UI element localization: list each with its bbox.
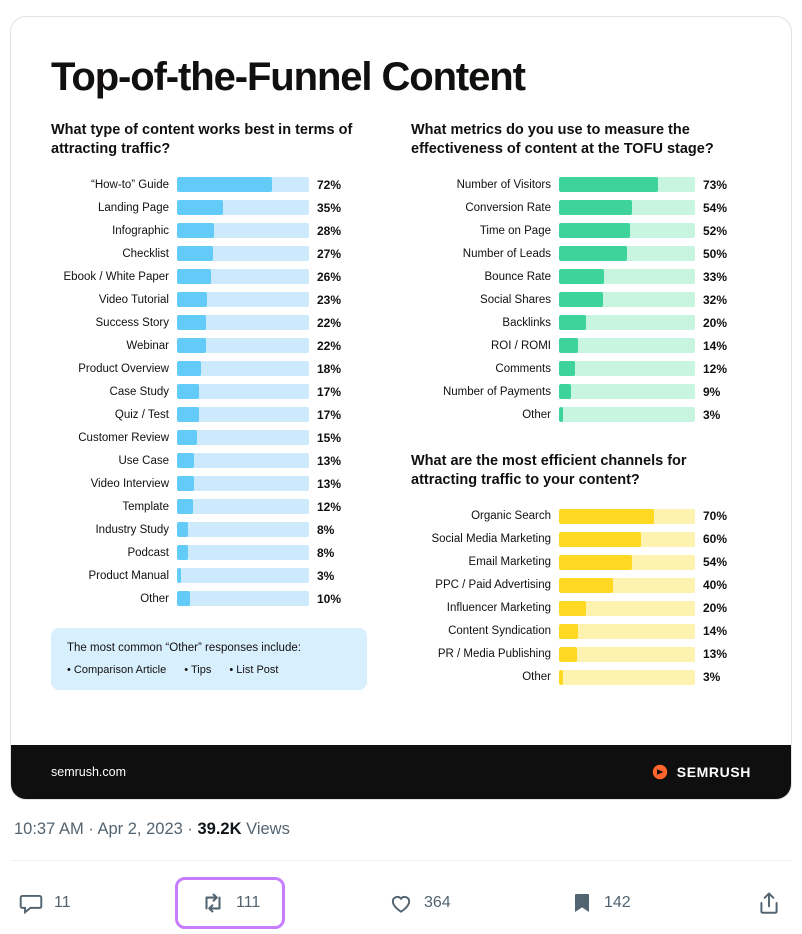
chart-row-value: 17% <box>317 384 342 399</box>
chart-row-value: 9% <box>703 384 721 399</box>
chart-bar-fill <box>559 338 578 353</box>
chart-row <box>411 288 751 311</box>
chart-row-label: Other <box>522 408 551 421</box>
chart-bar-fill <box>559 200 632 215</box>
chart-row-value: 54% <box>703 555 728 569</box>
chart-row <box>411 666 751 689</box>
note-item: • Comparison Article <box>67 664 166 676</box>
chart-bar-track <box>177 384 309 399</box>
chart-row-value: 35% <box>317 200 342 215</box>
chart-row-value: 27% <box>317 246 342 261</box>
note-items <box>67 664 351 676</box>
chart-row-label: Bounce Rate <box>484 270 551 283</box>
heart-icon <box>388 890 414 916</box>
chart-bar-fill <box>559 532 641 547</box>
chart-bar-track <box>559 223 695 238</box>
chart-row <box>411 403 751 426</box>
chart-row <box>411 265 751 288</box>
left-column <box>51 121 381 690</box>
chart-bar-fill <box>177 338 206 353</box>
chart-row-value: 20% <box>703 601 728 615</box>
chart-row <box>411 311 751 334</box>
chart-row-label: Industry Study <box>95 523 169 536</box>
chart-row-label: Quiz / Test <box>114 408 169 421</box>
footer-site-label: semrush.com <box>51 765 127 779</box>
chart-bar-track <box>177 223 309 238</box>
chart-bar-track <box>177 246 309 261</box>
chart-row-value: 14% <box>703 624 728 638</box>
chart-bar-fill <box>177 246 213 261</box>
chart-bar-track <box>559 200 695 215</box>
chart-3-title: What are the most efficient channels for attracting traffic to your content? <box>411 453 687 489</box>
chart-row-value: 13% <box>317 453 342 468</box>
meta-separator-1: · <box>88 820 94 838</box>
chart-row <box>51 403 381 426</box>
semrush-logo-icon <box>652 764 668 780</box>
chart-row-label: “How-to” Guide <box>91 178 169 191</box>
chart-row-label: Organic Search <box>471 510 551 522</box>
chart-2-bars <box>411 173 751 426</box>
chart-row-label: Product Manual <box>88 569 169 582</box>
chart-bar-fill <box>559 246 627 261</box>
chart-row-value: 73% <box>703 177 728 192</box>
chart-row <box>411 620 751 643</box>
chart-bar-fill <box>177 522 188 537</box>
chart-bar-track <box>177 177 309 192</box>
chart-row-value: 72% <box>317 177 342 192</box>
chart-row-value: 52% <box>703 223 728 238</box>
divider <box>10 860 792 861</box>
chart-bar-track <box>559 407 695 422</box>
chart-bar-fill <box>177 292 207 307</box>
chart-bar-fill <box>177 269 211 284</box>
chart-row <box>51 219 381 242</box>
chart-row <box>411 505 751 528</box>
chart-row <box>411 173 751 196</box>
chart-row-label: Success Story <box>95 316 169 329</box>
chart-row-value: 33% <box>703 269 728 284</box>
chart-bar-track <box>559 624 695 639</box>
chart-bar-track <box>559 177 695 192</box>
chart-bar-fill <box>177 591 190 606</box>
chart-bar-track <box>177 522 309 537</box>
chart-bar-track <box>177 430 309 445</box>
chart-row-value: 12% <box>703 361 728 376</box>
chart-3-bars <box>411 505 751 689</box>
chart-row-label: Social Shares <box>480 293 551 306</box>
chart-row-value: 26% <box>317 269 342 284</box>
chart-bar-track <box>559 509 695 524</box>
chart-bar-fill <box>559 578 613 593</box>
chart-bar-track <box>559 384 695 399</box>
chart-row <box>411 551 751 574</box>
chart-row-label: Number of Payments <box>442 385 551 398</box>
chart-bar-fill <box>559 509 654 524</box>
chart-row-value: 13% <box>317 476 342 491</box>
chart-row-label: ROI / ROMI <box>490 339 551 352</box>
chart-bar-fill <box>177 315 206 330</box>
chart-row-label: Social Media Marketing <box>431 533 551 545</box>
chart-row <box>411 597 751 620</box>
note-title: The most common “Other” responses include: <box>67 642 301 655</box>
chart-row-value: 12% <box>317 499 342 514</box>
reply-button[interactable] <box>18 890 71 916</box>
chart-bar-fill <box>559 269 604 284</box>
reply-icon <box>18 890 44 916</box>
other-responses-note <box>51 628 367 690</box>
chart-bar-fill <box>177 476 194 491</box>
chart-bar-fill <box>177 430 197 445</box>
chart-row-label: Product Overview <box>78 362 169 375</box>
charts-columns <box>51 121 751 690</box>
right-column <box>411 121 751 690</box>
chart-bar-fill <box>559 292 603 307</box>
chart-bar-track <box>559 647 695 662</box>
repost-button[interactable] <box>175 877 285 929</box>
chart-row <box>411 380 751 403</box>
view-count: 39.2K <box>197 820 242 838</box>
chart-row-label: Ebook / White Paper <box>63 270 169 283</box>
chart-bar-fill <box>177 361 201 376</box>
chart-row <box>411 219 751 242</box>
chart-row <box>411 528 751 551</box>
chart-row-value: 28% <box>317 223 342 238</box>
chart-row-label: PR / Media Publishing <box>437 648 551 660</box>
chart-bar-fill <box>559 624 578 639</box>
chart-row <box>51 196 381 219</box>
chart-row <box>51 265 381 288</box>
chart-1-bars <box>51 173 381 610</box>
chart-bar-fill <box>177 200 223 215</box>
chart-bar-fill <box>559 315 586 330</box>
chart-row-value: 22% <box>317 315 342 330</box>
like-button[interactable] <box>388 890 451 916</box>
chart-bar-track <box>559 670 695 685</box>
chart-2-title: What metrics do you use to measure the effectiveness of content at the TOFU stage? <box>411 122 714 158</box>
chart-bar-track <box>177 499 309 514</box>
chart-row-value: 3% <box>317 568 335 583</box>
chart-row-label: Content Syndication <box>448 625 551 637</box>
chart-row-label: Webinar <box>126 339 169 352</box>
chart-row <box>51 173 381 196</box>
chart-bar-track <box>559 315 695 330</box>
chart-bar-fill <box>177 499 193 514</box>
chart-bar-track <box>559 292 695 307</box>
reply-count: 11 <box>54 894 71 911</box>
chart-bar-track <box>559 338 695 353</box>
share-button[interactable] <box>756 890 792 916</box>
semrush-brand <box>652 764 751 780</box>
infographic-card <box>10 16 792 800</box>
chart-row-label: Infographic <box>112 224 169 237</box>
chart-row <box>51 288 381 311</box>
chart-row <box>411 242 751 265</box>
card-body <box>11 17 791 690</box>
chart-row-label: Video Interview <box>90 477 169 490</box>
chart-row-value: 22% <box>317 338 342 353</box>
repost-count: 111 <box>236 894 261 911</box>
chart-row-value: 54% <box>703 200 728 215</box>
chart-row <box>51 472 381 495</box>
chart-row-value: 13% <box>703 647 728 661</box>
chart-bar-fill <box>177 384 199 399</box>
chart-row <box>51 380 381 403</box>
chart-row-value: 14% <box>703 338 728 353</box>
views-label: Views <box>246 820 290 838</box>
chart-row-label: Backlinks <box>502 316 551 329</box>
chart-row <box>411 643 751 666</box>
chart-bar-track <box>177 200 309 215</box>
chart-row <box>51 449 381 472</box>
note-item: • List Post <box>229 664 278 676</box>
chart-row-label: Video Tutorial <box>98 293 169 306</box>
chart-row-label: Customer Review <box>78 431 169 444</box>
bookmark-count: 142 <box>604 894 631 911</box>
chart-bar-fill <box>559 177 658 192</box>
chart-row-value: 8% <box>317 522 335 537</box>
chart-bar-fill <box>559 223 630 238</box>
chart-row-label: Email Marketing <box>468 556 551 568</box>
chart-bar-track <box>177 453 309 468</box>
chart-row <box>51 334 381 357</box>
chart-row <box>51 564 381 587</box>
chart-bar-fill <box>559 601 586 616</box>
chart-row <box>51 518 381 541</box>
chart-row-value: 8% <box>317 545 335 560</box>
chart-bar-track <box>177 338 309 353</box>
meta-separator-2: · <box>187 820 193 838</box>
chart-bar-track <box>177 361 309 376</box>
chart-row-label: Time on Page <box>479 224 551 237</box>
chart-row <box>51 587 381 610</box>
chart-bar-fill <box>177 568 181 583</box>
chart-row-label: Checklist <box>122 247 169 260</box>
chart-bar-fill <box>559 555 632 570</box>
chart-row-label: Podcast <box>127 546 169 559</box>
chart-row <box>51 357 381 380</box>
chart-row-value: 20% <box>703 315 728 330</box>
bookmark-button[interactable] <box>570 891 631 915</box>
chart-row-label: Number of Visitors <box>456 178 551 191</box>
chart-bar-fill <box>559 647 577 662</box>
chart-row-label: Conversion Rate <box>465 201 551 214</box>
chart-row <box>411 196 751 219</box>
chart-row-value: 23% <box>317 292 342 307</box>
chart-row <box>51 426 381 449</box>
chart-row <box>51 311 381 334</box>
chart-bar-track <box>559 601 695 616</box>
chart-row-value: 50% <box>703 246 728 261</box>
chart-row <box>51 242 381 265</box>
chart-row-label: Landing Page <box>98 201 169 214</box>
chart-bar-track <box>177 407 309 422</box>
chart-row-value: 70% <box>703 509 728 523</box>
share-icon <box>756 890 782 916</box>
chart-row-label: Influencer Marketing <box>446 602 551 614</box>
chart-bar-fill <box>177 177 272 192</box>
chart-bar-track <box>559 578 695 593</box>
chart-row-label: Case Study <box>109 385 169 398</box>
post-meta <box>14 820 290 839</box>
chart-row-label: Template <box>122 500 169 513</box>
chart-bar-track <box>559 361 695 376</box>
chart-bar-track <box>177 269 309 284</box>
chart-row-value: 3% <box>703 670 721 684</box>
chart-row-value: 17% <box>317 407 342 422</box>
chart-bar-track <box>177 315 309 330</box>
chart-row-value: 32% <box>703 292 728 307</box>
repost-icon <box>200 890 226 916</box>
chart-bar-track <box>559 269 695 284</box>
card-footer <box>11 745 791 799</box>
chart-row-value: 3% <box>703 407 721 422</box>
post-time: 10:37 AM <box>14 820 84 838</box>
chart-bar-fill <box>559 361 575 376</box>
semrush-brand-name: SEMRUSH <box>676 764 751 780</box>
chart-bar-track <box>559 246 695 261</box>
chart-row <box>51 541 381 564</box>
chart-bar-fill <box>177 223 214 238</box>
chart-bar-fill <box>177 453 194 468</box>
chart-row-label: Other <box>140 592 169 605</box>
chart-row-label: Comments <box>495 362 551 375</box>
chart-row-label: Other <box>522 671 551 683</box>
action-bar <box>0 872 802 934</box>
chart-bar-track <box>177 476 309 491</box>
chart-bar-fill <box>559 670 563 685</box>
chart-bar-track <box>177 591 309 606</box>
chart-bar-track <box>177 568 309 583</box>
chart-bar-track <box>559 555 695 570</box>
bookmark-icon <box>570 891 594 915</box>
post-date: Apr 2, 2023 <box>97 820 183 838</box>
chart-row <box>411 574 751 597</box>
chart-row-label: PPC / Paid Advertising <box>435 579 551 591</box>
chart-bar-track <box>177 545 309 560</box>
chart-row-label: Use Case <box>118 454 169 467</box>
chart-row-value: 60% <box>703 532 728 546</box>
like-count: 364 <box>424 894 451 911</box>
chart-bar-track <box>177 292 309 307</box>
chart-bar-track <box>559 532 695 547</box>
chart-bar-fill <box>177 545 188 560</box>
chart-row <box>51 495 381 518</box>
page-title: Top-of-the-Funnel Content <box>51 55 525 99</box>
chart-row-value: 40% <box>703 578 728 592</box>
chart-bar-fill <box>559 384 571 399</box>
chart-row-label: Number of Leads <box>462 247 551 260</box>
chart-row-value: 15% <box>317 430 342 445</box>
chart-row <box>411 357 751 380</box>
chart-row-value: 10% <box>317 591 342 606</box>
chart-1-title: What type of content works best in terms of attracting traffic? <box>51 122 353 158</box>
note-item: • Tips <box>184 664 211 676</box>
chart-row-value: 18% <box>317 361 342 376</box>
chart-bar-fill <box>559 407 563 422</box>
chart-bar-fill <box>177 407 199 422</box>
chart-row <box>411 334 751 357</box>
